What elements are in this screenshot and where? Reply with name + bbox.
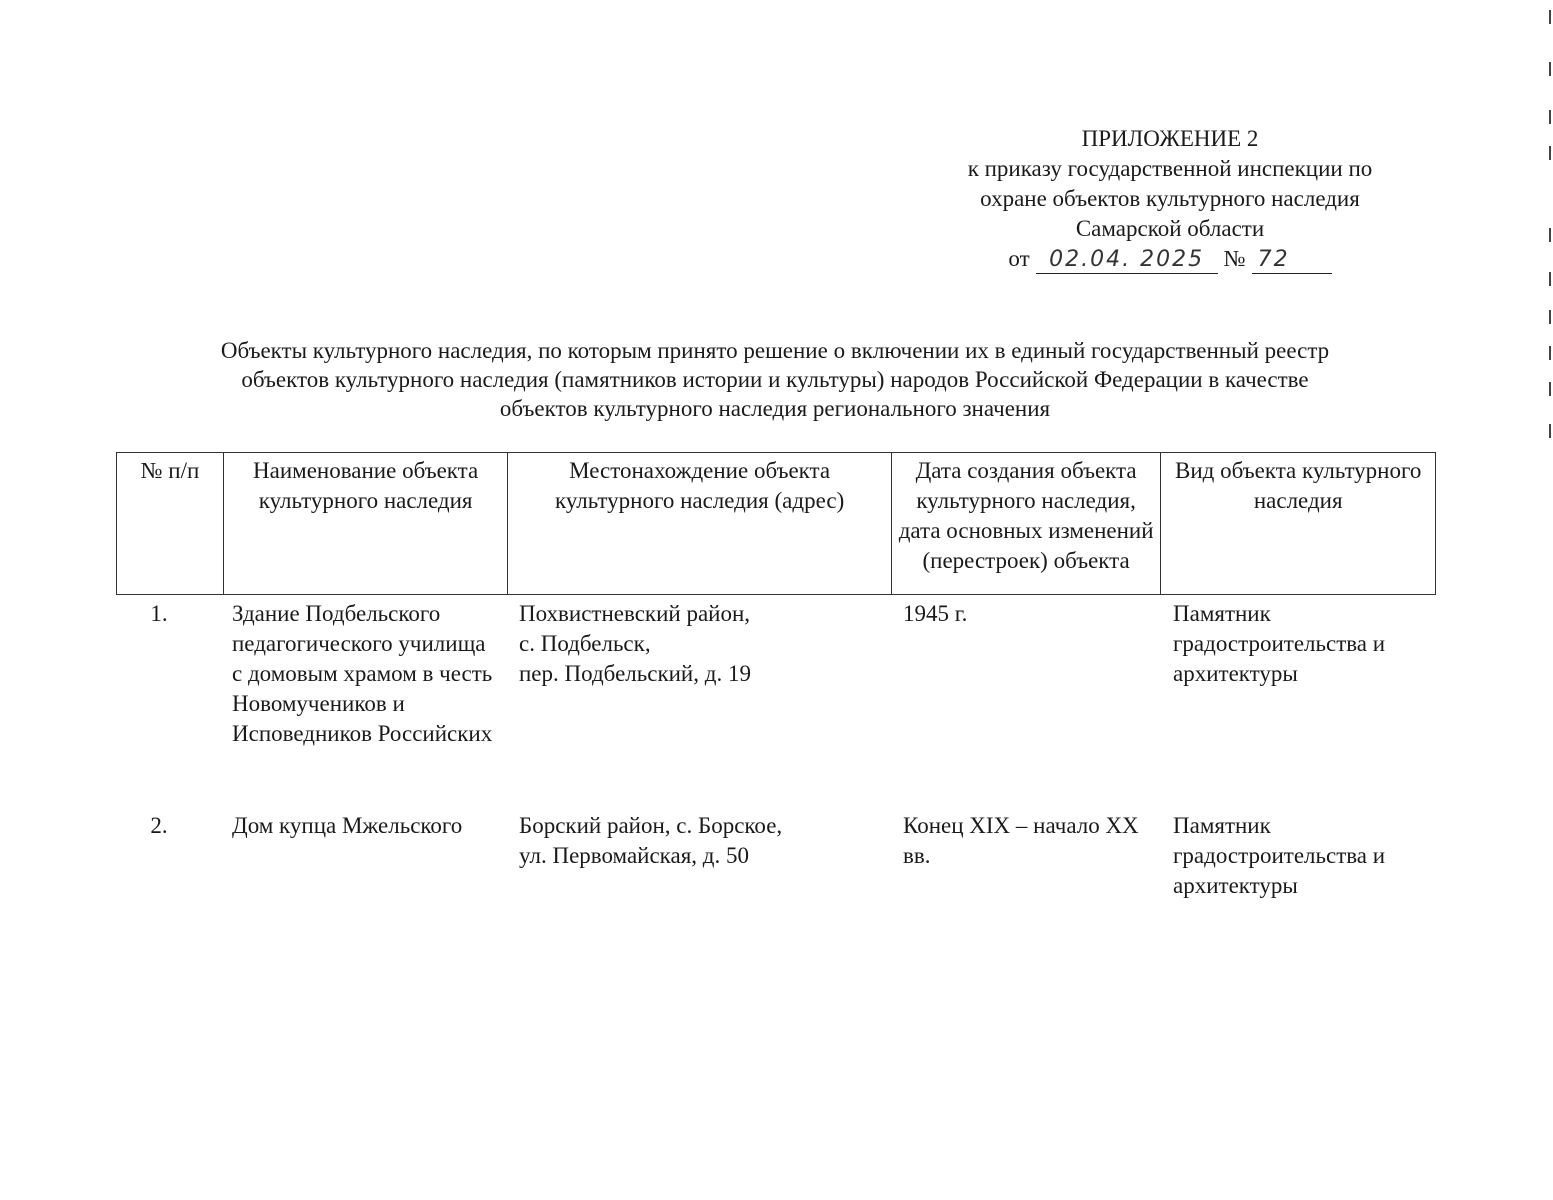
scan-edge-mark [1549,272,1551,286]
table-row [116,595,1436,807]
row-number: 2. [150,813,168,838]
scan-edge-mark [1549,346,1551,360]
scan-edge-mark [1549,382,1551,396]
scan-edge-mark [1549,62,1551,76]
scan-edge-mark [1549,228,1551,242]
scan-edge-mark [1549,10,1551,24]
scan-edge-mark [1549,424,1551,438]
number-prefix: № [1223,246,1246,271]
row-type: Памятник градостроительства и архитектуры [1173,601,1386,686]
scan-edge-mark [1549,110,1551,124]
row-address: Борский район, с. Борское, ул. Первомайская, д. 50 [519,813,783,868]
header-number: № п/п [140,458,200,483]
appendix-line-2: охране объектов культурного наследия [980,186,1360,211]
heritage-objects-table [116,452,1436,907]
document-title-line-1: Объекты культурного наследия, по которым принято решение о включении их в единый государственный реестр [220,338,1330,363]
order-date-number-line [920,244,1420,274]
table-header-row [116,452,1436,595]
row-name: Здание Подбельского педагогического училища с домовым храмом в честь Новомучеников и Исповедников Российских [232,601,493,746]
header-name: Наименование объекта культурного наследия [223,453,508,594]
header-address: Местонахождение объекта культурного наследия (адрес) [507,453,890,594]
handwritten-date: 02.04. 2025 [1036,247,1218,274]
handwritten-number: 72 [1252,247,1332,274]
row-type: Памятник градостроительства и архитектуры [1173,813,1386,898]
date-prefix: от [1008,246,1030,271]
row-date: Конец XIX – начало XX вв. [903,813,1139,868]
header-type: Вид объекта культурного наследия [1160,453,1435,594]
document-title-line-3: объектов культурного наследия регионального значения [499,396,1051,421]
row-address: Похвистневский район, с. Подбельск, пер. Подбельский, д. 19 [519,601,751,686]
appendix-block [920,124,1420,274]
document-title [90,336,1460,423]
appendix-line-3: Самарской области [1075,216,1265,241]
document-title-line-2: объектов культурного наследия (памятников истории и культуры) народов Российской Федерации в качестве [241,367,1309,392]
header-date: Дата создания объекта культурного наследия, дата основных изменений (перестроек) объекта [891,453,1161,594]
row-name: Дом купца Мжельского [232,813,463,838]
scan-edge-mark [1549,310,1551,324]
appendix-line-1: к приказу государственной инспекции по [967,156,1373,181]
table-row [116,807,1436,907]
row-number: 1. [150,601,168,626]
appendix-title: ПРИЛОЖЕНИЕ 2 [1081,126,1259,151]
row-date: 1945 г. [903,601,968,626]
scan-edge-marks [1549,10,1551,450]
scan-edge-mark [1549,146,1551,160]
